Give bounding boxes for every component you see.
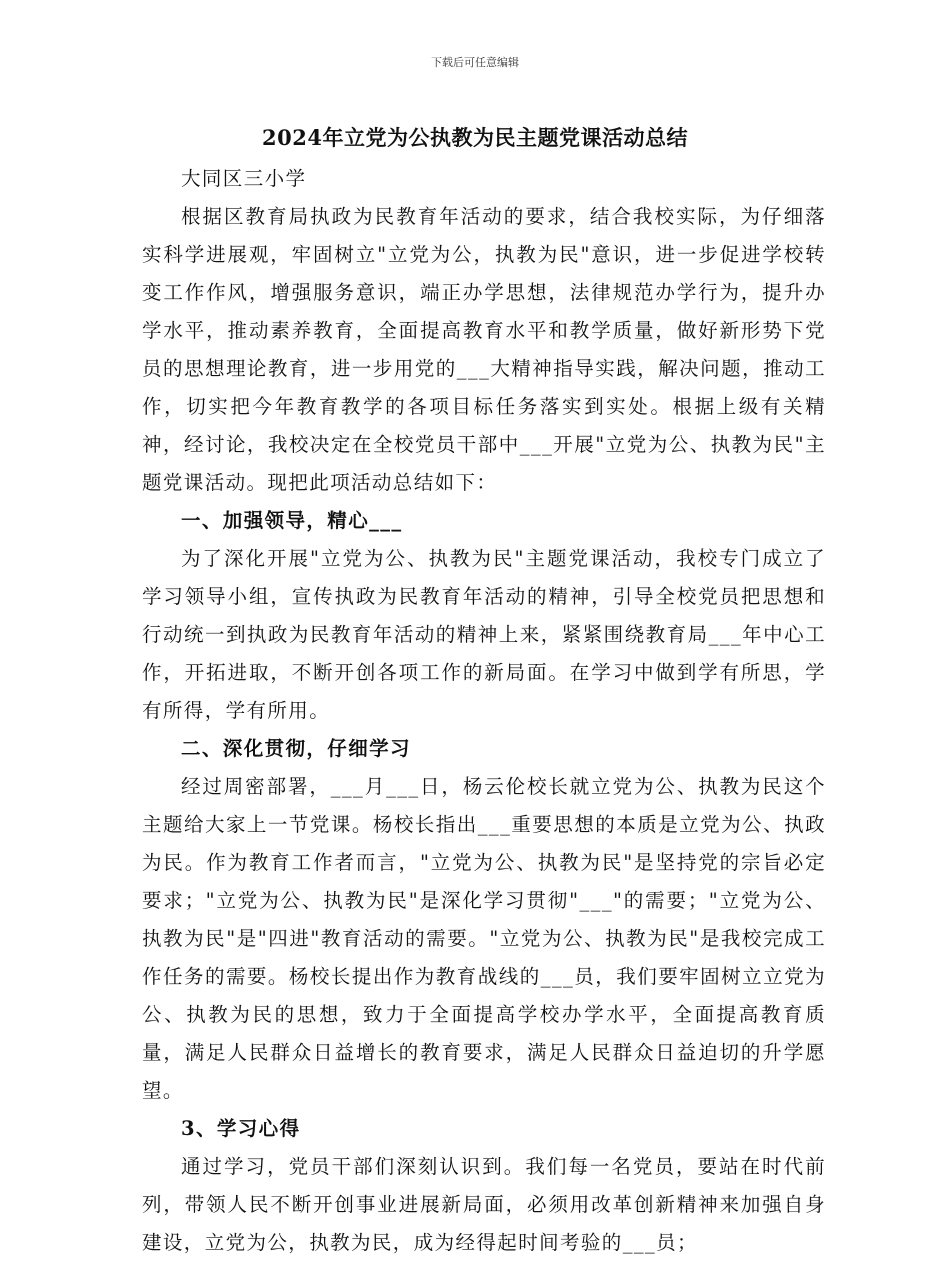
section-body-2: 经过周密部署，___月___日，杨云伦校长就立党为公、执教为民这个主题给大家上一节党课。杨校长指出___重要思想的本质是立党为公、执政为民。作为教育工作者而言，"立党为公、执教为民"是坚持党的宗旨必定要求；"立党为公、执教为民"是深化学习贯彻"___"的需要；"立党为公、执教为民"是"四进"教育活动的需要。"立党为公、执教为民"是我校完成工作任务的需要。杨校长提出作为教育战线的___员，我们要牢固树立立党为公、执教为民的思想，致力于全面提高学校办学水平，全面提高教育质量，满足人民群众日益增长的教育要求，满足人民群众日益迫切的升学愿望。 [142, 775, 826, 1102]
section-heading-2: 二、深化贯彻，仔细学习 [181, 737, 411, 760]
school-name: 大同区三小学 [181, 167, 307, 190]
section-heading-3: 3、学习心得 [181, 1117, 301, 1140]
header-note: 下载后可任意编辑 [431, 56, 519, 69]
document-title: 2024年立党为公执教为民主题党课活动总结 [262, 125, 688, 150]
intro-paragraph: 根据区教育局执政为民教育年活动的要求，结合我校实际，为仔细落实科学进展观，牢固树立"立党为公，执教为民"意识，进一步促进学校转变工作作风，增强服务意识，端正办学思想，法律规范办学行为，提升办学水平，推动素养教育，全面提高教育水平和教学质量，做好新形势下党员的思想理论教育，进一步用党的___大精神指导实践，解决问题，推动工作，切实把今年教育教学的各项目标任务落实到实处。根据上级有关精神，经讨论，我校决定在全校党员干部中___开展"立党为公、执教为民"主题党课活动。现把此项活动总结如下： [142, 205, 826, 494]
section-body-3: 通过学习，党员干部们深刻认识到。我们每一名党员，要站在时代前列，带领人民不断开创事业进展新局面，必须用改革创新精神来加强自身建设，立党为公，执教为民，成为经得起时间考验的___员； [142, 1155, 826, 1254]
section-body-1: 为了深化开展"立党为公、执教为民"主题党课活动，我校专门成立了学习领导小组，宣传执政为民教育年活动的精神，引导全校党员把思想和行动统一到执政为民教育年活动的精神上来，紧紧围绕教育局___年中心工作，开拓进取，不断开创各项工作的新局面。在学习中做到学有所思，学有所得，学有所用。 [142, 547, 826, 722]
section-heading-1: 一、加强领导，精心___ [181, 509, 403, 532]
document-body [142, 160, 826, 1262]
